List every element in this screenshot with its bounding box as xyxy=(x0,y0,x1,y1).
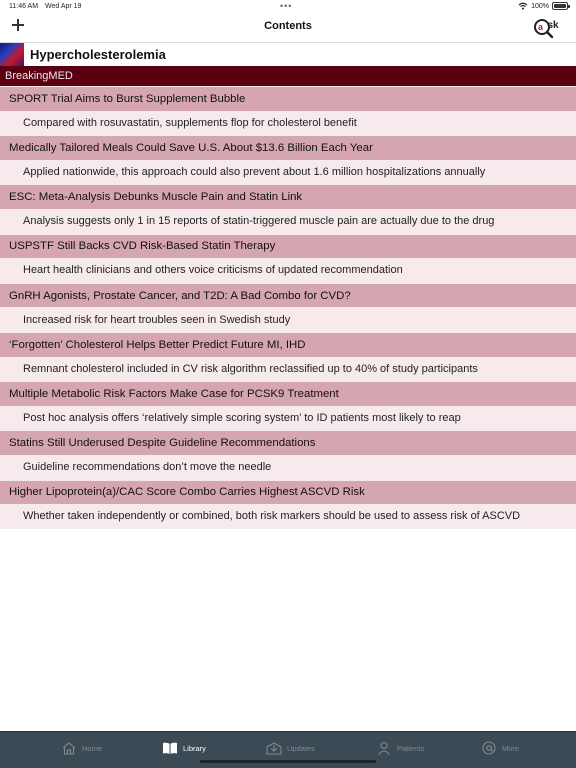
topic-title: Hypercholesterolemia xyxy=(30,47,166,62)
article-title-row[interactable]: USPSTF Still Backs CVD Risk-Based Statin Therapy xyxy=(0,234,576,259)
status-indicators xyxy=(518,2,568,10)
article-title-row[interactable]: ‘Forgotten’ Cholesterol Helps Better Predict Future MI, IHD xyxy=(0,332,576,357)
article-subtitle-row[interactable]: Post hoc analysis offers ‘relatively simple scoring system’ to ID patients most likely to reap xyxy=(0,406,576,431)
status-time: 11:46 AM xyxy=(9,3,39,10)
article-title-row[interactable]: GnRH Agonists, Prostate Cancer, and T2D: A Bad Combo for CVD? xyxy=(0,283,576,308)
tab-library[interactable] xyxy=(162,740,206,756)
article-subtitle-row[interactable]: Whether taken independently or combined, both risk markers should be used to assess risk of ASCVD xyxy=(0,504,576,529)
article-list xyxy=(0,86,576,529)
at-icon xyxy=(481,741,497,755)
tab-label: Library xyxy=(183,743,206,753)
source-header xyxy=(0,66,576,86)
tab-more[interactable] xyxy=(481,740,519,756)
status-bar xyxy=(0,0,576,14)
ask-search-logo[interactable] xyxy=(532,16,564,40)
tab-patients[interactable] xyxy=(376,740,424,756)
article-subtitle-row[interactable]: Guideline recommendations don’t move the needle xyxy=(0,455,576,480)
tab-label: Patients xyxy=(397,743,425,753)
source-label: BreakingMED xyxy=(5,70,73,82)
article-title-row[interactable]: ESC: Meta-Analysis Debunks Muscle Pain and Statin Link xyxy=(0,184,576,209)
topic-header xyxy=(0,42,576,66)
updates-icon xyxy=(266,741,282,755)
tab-label: Home xyxy=(82,743,103,753)
svg-text:sk: sk xyxy=(547,20,559,31)
battery-icon xyxy=(552,2,568,10)
article-subtitle-row[interactable]: Analysis suggests only 1 in 15 reports of statin-triggered muscle pain are actually due to the drug xyxy=(0,209,576,234)
article-title-row[interactable]: Statins Still Underused Despite Guideline Recommendations xyxy=(0,430,576,455)
home-indicator[interactable] xyxy=(200,760,376,763)
wifi-icon xyxy=(518,2,528,10)
topic-thumbnail xyxy=(0,43,24,67)
battery-percent: 100% xyxy=(531,2,549,10)
article-subtitle-row[interactable]: Applied nationwide, this approach could also prevent about 1.6 million hospitalizations annually xyxy=(0,160,576,185)
tab-label: More xyxy=(502,743,520,753)
tab-label: Updates xyxy=(287,743,315,753)
article-title-row[interactable]: Multiple Metabolic Risk Factors Make Case for PCSK9 Treatment xyxy=(0,381,576,406)
svg-text:a: a xyxy=(538,22,544,32)
tab-home[interactable] xyxy=(61,740,102,756)
status-date: Wed Apr 19 xyxy=(45,3,82,10)
article-subtitle-row[interactable]: Heart health clinicians and others voice criticisms of updated recommendation xyxy=(0,258,576,283)
article-title-row[interactable]: Higher Lipoprotein(a)/CAC Score Combo Carries Highest ASCVD Risk xyxy=(0,480,576,505)
article-title-row[interactable]: SPORT Trial Aims to Burst Supplement Bubble xyxy=(0,86,576,111)
tab-updates[interactable] xyxy=(266,740,315,756)
person-icon xyxy=(376,741,392,755)
nav-bar xyxy=(0,14,576,42)
multitasking-dots[interactable]: ••• xyxy=(280,1,293,11)
home-icon xyxy=(61,741,77,755)
page-title: Contents xyxy=(264,20,312,32)
article-subtitle-row[interactable]: Compared with rosuvastatin, supplements flop for cholesterol benefit xyxy=(0,111,576,136)
article-subtitle-row[interactable]: Remnant cholesterol included in CV risk algorithm reclassified up to 40% of study participants xyxy=(0,357,576,382)
book-icon xyxy=(162,741,178,755)
article-title-row[interactable]: Medically Tailored Meals Could Save U.S. About $13.6 Billion Each Year xyxy=(0,135,576,160)
article-subtitle-row[interactable]: Increased risk for heart troubles seen in Swedish study xyxy=(0,307,576,332)
